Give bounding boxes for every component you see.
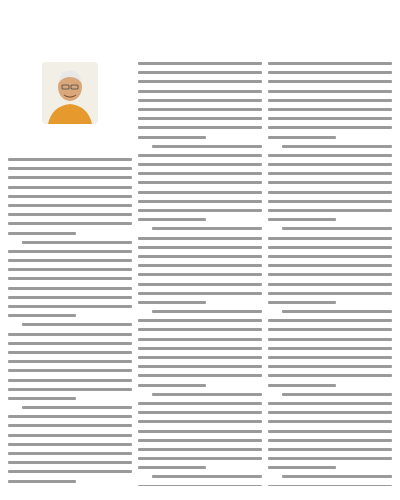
body-text-line <box>8 379 132 382</box>
body-text-line <box>268 485 392 486</box>
body-text-line <box>138 209 262 212</box>
body-text-line <box>138 117 262 120</box>
body-text-line <box>138 347 262 350</box>
body-text-line <box>268 99 392 102</box>
body-text-line <box>268 237 392 240</box>
body-text-line <box>8 351 132 354</box>
author-portrait-icon <box>42 62 98 124</box>
body-text-line <box>152 475 262 478</box>
body-text-line <box>152 393 262 396</box>
body-text-line <box>268 209 392 212</box>
body-text-line <box>138 319 262 322</box>
body-text-line <box>282 310 392 313</box>
body-text-line <box>8 186 132 189</box>
body-text-line <box>8 424 132 427</box>
body-text-line <box>8 213 132 216</box>
body-text-line <box>268 218 336 221</box>
body-text-line <box>138 466 206 469</box>
body-text-line <box>138 292 262 295</box>
body-text-line <box>8 443 132 446</box>
body-text-line <box>268 163 392 166</box>
body-text-line <box>138 430 262 433</box>
body-text-line <box>8 360 132 363</box>
body-text-line <box>8 434 132 437</box>
body-text-line <box>138 71 262 74</box>
body-text-line <box>268 430 392 433</box>
body-text-line <box>268 90 392 93</box>
body-text-line <box>138 191 262 194</box>
body-text-line <box>138 237 262 240</box>
body-text-line <box>268 62 392 65</box>
body-text-line <box>268 347 392 350</box>
body-text-line <box>268 448 392 451</box>
body-text-line <box>8 342 132 345</box>
body-text-line <box>268 328 392 331</box>
body-text-line <box>138 273 262 276</box>
body-text-line <box>138 136 206 139</box>
body-text-line <box>268 136 336 139</box>
body-text-line <box>8 158 132 161</box>
body-text-line <box>268 71 392 74</box>
body-text-line <box>138 218 206 221</box>
body-text-line <box>8 204 132 207</box>
body-text-line <box>8 287 132 290</box>
body-text-line <box>268 402 392 405</box>
body-text-line <box>138 420 262 423</box>
body-text-line <box>268 283 392 286</box>
body-text-line <box>138 328 262 331</box>
body-text-line <box>22 406 132 409</box>
body-text-line <box>282 393 392 396</box>
body-text-line <box>152 310 262 313</box>
body-text-line <box>268 365 392 368</box>
body-text-line <box>138 108 262 111</box>
body-text-line <box>268 384 336 387</box>
body-text-line <box>268 411 392 414</box>
body-text-line <box>152 145 262 148</box>
body-text-line <box>138 402 262 405</box>
body-text-line <box>268 466 336 469</box>
body-text-line <box>138 246 262 249</box>
body-text-line <box>8 305 132 308</box>
body-text-line <box>8 250 132 253</box>
body-text-line <box>268 191 392 194</box>
article-headline <box>0 0 400 58</box>
body-text-line <box>268 80 392 83</box>
body-text-line <box>138 181 262 184</box>
body-text-line <box>268 420 392 423</box>
body-text-line <box>268 439 392 442</box>
body-text-line <box>268 338 392 341</box>
body-text-line <box>8 369 132 372</box>
body-text-line <box>268 457 392 460</box>
body-text-line <box>138 448 262 451</box>
body-text-line <box>8 333 132 336</box>
body-text-line <box>8 397 76 400</box>
body-text-line <box>8 232 76 235</box>
body-text-line <box>8 314 76 317</box>
body-text-line <box>282 145 392 148</box>
body-text-line <box>268 356 392 359</box>
body-text-line <box>268 301 336 304</box>
body-text-line <box>8 388 132 391</box>
body-text-line <box>268 246 392 249</box>
body-text-line <box>8 195 132 198</box>
body-text-line <box>138 411 262 414</box>
body-text-line <box>138 255 262 258</box>
body-text-line <box>268 172 392 175</box>
body-column-middle <box>138 62 262 486</box>
body-text-line <box>268 154 392 157</box>
body-text-line <box>8 415 132 418</box>
body-text-line <box>138 365 262 368</box>
body-text-line <box>138 154 262 157</box>
body-text-line <box>138 485 262 486</box>
body-text-line <box>282 227 392 230</box>
body-text-line <box>138 301 206 304</box>
body-text-line <box>8 461 132 464</box>
body-text-line <box>138 126 262 129</box>
author-photo <box>42 62 98 124</box>
body-text-line <box>152 227 262 230</box>
author-byline <box>8 62 132 148</box>
body-text-line <box>138 90 262 93</box>
body-text-line <box>8 176 132 179</box>
body-text-line <box>22 323 132 326</box>
body-column-left <box>8 158 132 488</box>
body-text-line <box>282 475 392 478</box>
body-text-line <box>8 222 132 225</box>
body-text-line <box>8 259 132 262</box>
body-text-line <box>8 268 132 271</box>
body-text-line <box>138 439 262 442</box>
body-text-line <box>138 338 262 341</box>
body-text-line <box>138 163 262 166</box>
body-text-line <box>8 167 132 170</box>
body-text-line <box>138 99 262 102</box>
body-text-line <box>8 277 132 280</box>
body-text-line <box>268 255 392 258</box>
body-text-line <box>22 241 132 244</box>
body-text-line <box>138 264 262 267</box>
body-text-line <box>138 80 262 83</box>
body-text-line <box>8 296 132 299</box>
body-text-line <box>138 356 262 359</box>
body-text-line <box>268 108 392 111</box>
body-text-line <box>268 264 392 267</box>
body-text-line <box>268 273 392 276</box>
body-text-line <box>268 292 392 295</box>
body-text-line <box>138 172 262 175</box>
body-text-line <box>268 181 392 184</box>
body-text-line <box>138 384 206 387</box>
body-text-line <box>268 117 392 120</box>
body-text-line <box>8 452 132 455</box>
body-text-line <box>138 283 262 286</box>
body-text-line <box>138 374 262 377</box>
body-text-line <box>8 480 76 483</box>
body-text-line <box>138 62 262 65</box>
body-text-line <box>8 470 132 473</box>
body-column-right <box>268 62 392 486</box>
body-text-line <box>138 457 262 460</box>
body-text-line <box>138 200 262 203</box>
body-text-line <box>268 319 392 322</box>
body-text-line <box>268 374 392 377</box>
body-text-line <box>268 126 392 129</box>
body-text-line <box>268 200 392 203</box>
